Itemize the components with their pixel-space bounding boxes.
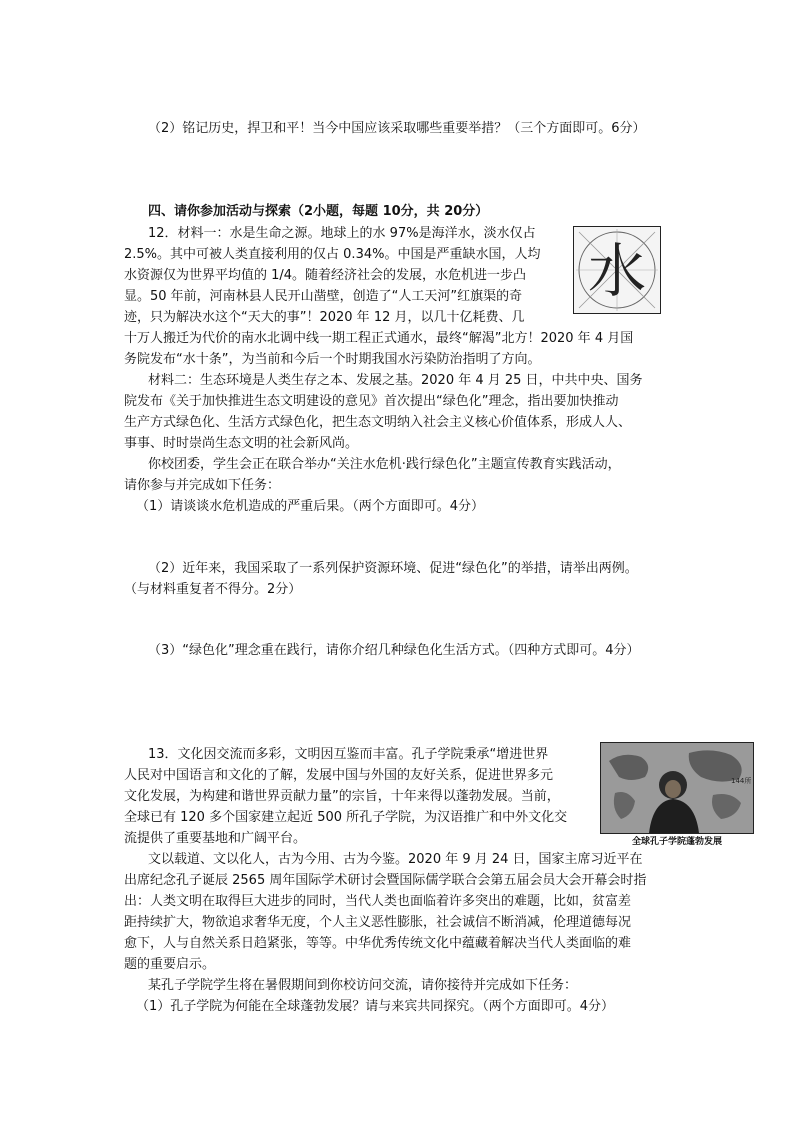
question-11-part-2: （2）铭记历史，捍卫和平！当今中国应该采取哪些重要举措？（三个方面即可。6分） <box>148 121 646 136</box>
text-line: 显。50 年前，河南林县人民开山凿壁，创造了“人工天河”红旗渠的奇 <box>124 289 523 304</box>
text-line: 院发布《关于加快推进生态文明建设的意见》首次提出“绿色化”理念，指出要加快推动 <box>124 394 619 409</box>
text-line: 全球已有 120 多个国家建立起近 500 所孔子学院，为汉语推广和中外文化交 <box>124 810 568 825</box>
text-line: 生产方式绿色化、生活方式绿色化，把生态文明纳入社会主义核心价值体系，形成人人、 <box>124 415 632 430</box>
text-line: 13．文化因交流而多彩，文明因互鉴而丰富。孔子学院秉承“增进世界 <box>148 747 549 762</box>
text-line: 12．材料一：水是生命之源。地球上的水 97%是海洋水，淡水仅占 <box>148 226 536 241</box>
text-line: 流提供了重要基地和广阔平台。 <box>124 831 307 846</box>
text-line: 出席纪念孔子诞辰 2565 周年国际学术研讨会暨国际儒学联合会第五届会员大会开幕会时指 <box>124 873 647 888</box>
text-line: 愈下，人与自然关系日趋紧张，等等。中华优秀传统文化中蕴藏着解决当代人类面临的难 <box>124 936 632 951</box>
text-line: 你校团委，学生会正在联合举办“关注水危机·践行绿色化”主题宣传教育实践活动， <box>148 457 621 472</box>
text-line: 距持续扩大，物欲追求奢华无度，个人主义恶性膨胀，社会诚信不断消减，伦理道德每况 <box>124 915 632 930</box>
world-map-illustration <box>601 743 753 833</box>
text-line: 迹，只为解决水这个“天大的事”！2020 年 12 月，以几十亿耗费、几 <box>124 310 525 325</box>
water-drop-illustration <box>574 227 660 313</box>
institute-count-label: 144所 <box>731 777 752 785</box>
text-line: 文化发展，为构建和谐世界贡献力量”的宗旨，十年来得以蓬勃发展。当前， <box>124 789 560 804</box>
text-line: 文以载道、文以化人，古为今用、古为今鉴。2020 年 9 月 24 日，国家主席习近平在 <box>148 852 643 867</box>
text-line: 题的重要启示。 <box>124 957 216 972</box>
text-line: 请你参与并完成如下任务： <box>124 478 281 493</box>
text-line: 人民对中国语言和文化的了解，发展中国与外国的友好关系，促进世界多元 <box>124 768 554 783</box>
text-line: 十万人搬迁为代价的南水北调中线一期工程正式通水，最终“解渴”北方！2020 年 4 月国 <box>124 331 634 346</box>
confucius-image-caption: 全球孔子学院蓬勃发展 <box>632 837 723 847</box>
section-4-title: 四、请你参加活动与探索（2小题，每题 10分，共 20分） <box>148 204 489 219</box>
text-line: 材料二：生态环境是人类生存之本、发展之基。2020 年 4 月 25 日，中共中央、国务 <box>148 373 643 388</box>
question-12-sub-1: （1）请谈谈水危机造成的严重后果。（两个方面即可。4分） <box>136 499 485 514</box>
text-line: 水资源仅为世界平均值的 1/4。随着经济社会的发展，水危机进一步凸 <box>124 268 527 283</box>
question-12-sub-2-line-2: （与材料重复者不得分。2分） <box>124 582 302 597</box>
confucius-institute-image <box>600 742 754 834</box>
text-line: 事事、时时崇尚生态文明的社会新风尚。 <box>124 436 359 451</box>
question-13-task: 某孔子学院学生将在暑假期间到你校访问交流，请你接待并完成如下任务： <box>148 978 578 993</box>
water-glyph: 水 <box>587 237 647 305</box>
question-12-sub-2-line-1: （2）近年来，我国采取了一系列保护资源环境、促进“绿色化”的举措，请举出两例。 <box>148 561 638 576</box>
question-12-sub-3: （3）“绿色化”理念重在践行，请你介绍几种绿色化生活方式。（四种方式即可。4分） <box>148 643 640 658</box>
text-line: 务院发布“水十条”，为当前和今后一个时期我国水污染防治指明了方向。 <box>124 352 541 367</box>
text-line: 出：人类文明在取得巨大进步的同时，当代人类也面临着许多突出的难题，比如，贫富差 <box>124 894 632 909</box>
water-character-image <box>573 226 661 314</box>
question-13-sub-1: （1）孔子学院为何能在全球蓬勃发展？请与来宾共同探究。（两个方面即可。4分） <box>136 999 615 1014</box>
text-line: 2.5%。其中可被人类直接利用的仅占 0.34%。中国是严重缺水国，人均 <box>124 247 541 262</box>
